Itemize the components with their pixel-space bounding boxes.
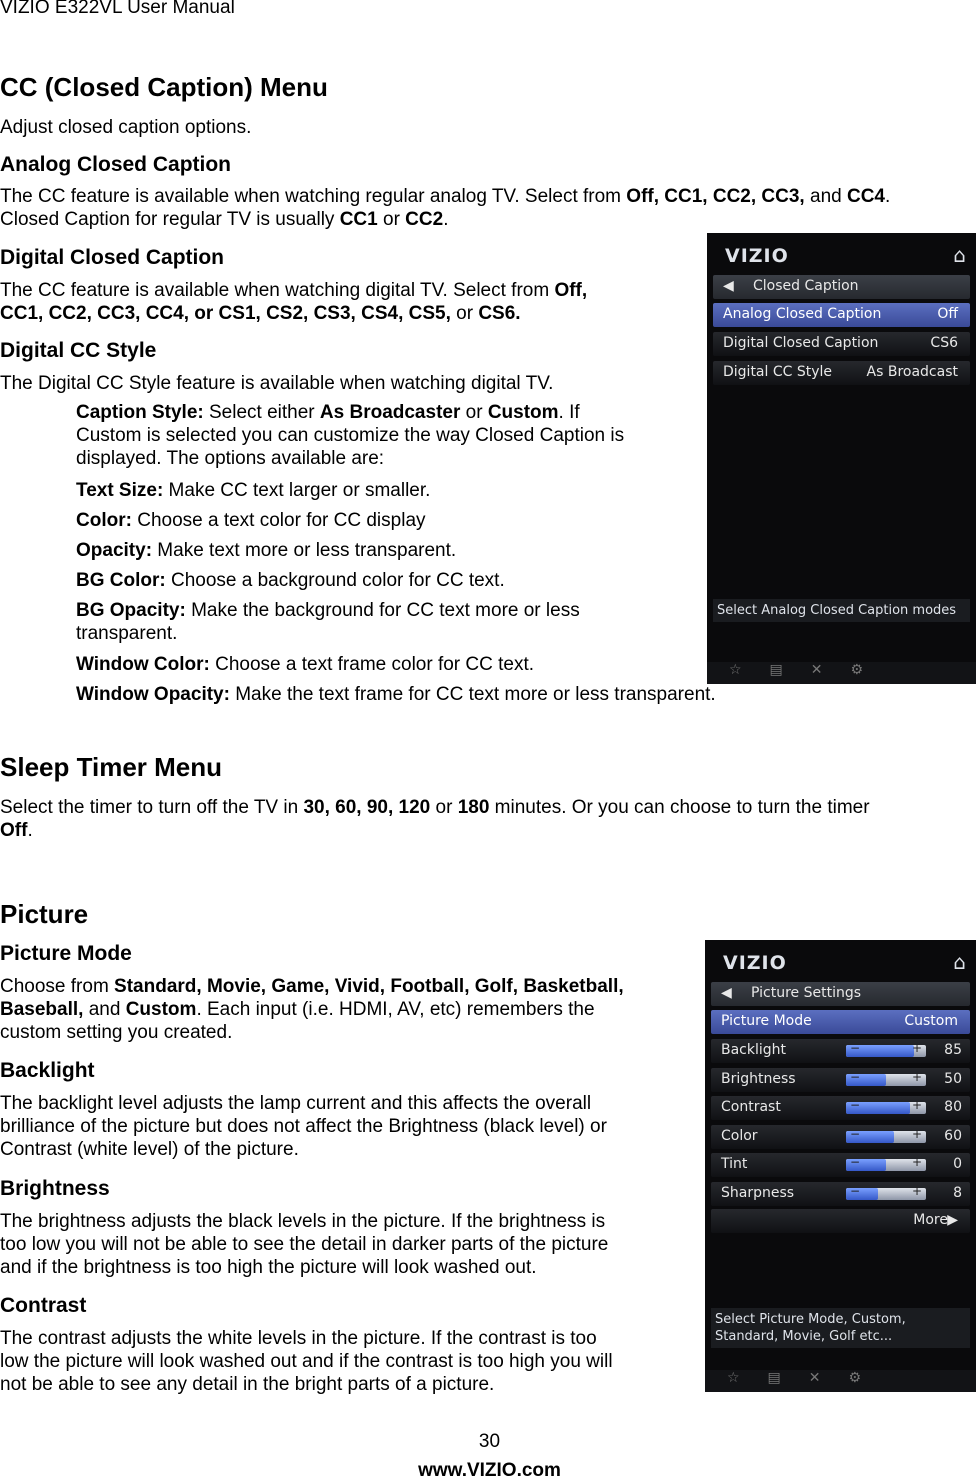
picture-settings-screenshot [705,940,976,1392]
text-size-item: Text Size: Make CC text larger or smaller. [76,480,431,501]
bg-color-item: BG Color: Choose a background color for CC text. [76,570,505,591]
menu-title: Picture Settings [751,985,862,1001]
backlight-paragraph: The backlight level adjusts the lamp current and this affects the overall brilliance of the picture but does not affect the Brightness (black level) or Contrast (white level) of the picture. [0,1093,607,1160]
slider-bar: − + [846,1045,926,1057]
menu-row-analog: Analog Closed Caption Off [713,303,970,327]
slider-value: 85 [944,1042,962,1058]
menu-row-slider [711,1068,970,1092]
menu-row-more: More ▶ [711,1209,970,1233]
digital-heading: Digital Closed Caption [0,246,225,269]
brightness-paragraph: The brightness adjusts the black levels in the picture. If the brightness is too low you will not be able to see the detail in darker parts of the picture and if the brightness is too high the picture will look washed out. [0,1211,609,1278]
analog-paragraph: The CC feature is available when watching regular analog TV. Select from Off, CC1, CC2, CC3, and CC4. Closed Caption for regular TV is usually CC1 or CC2. [0,186,891,230]
back-arrow-icon: ◀ [721,985,732,1001]
cc-intro: Adjust closed caption options. [0,117,252,138]
closed-caption-screenshot [707,233,976,684]
slider-value: 0 [953,1156,962,1172]
vizio-logo: VIZIO [723,952,787,974]
menu-row-slider [711,1039,970,1063]
window-opacity-item: Window Opacity: Make the text frame for CC text more or less transparent. [76,684,716,705]
slider-bar: − + [846,1074,926,1086]
vizio-logo: VIZIO [725,245,789,267]
slider-label: Brightness [721,1070,796,1087]
bg-opacity-item: BG Opacity: Make the background for CC text more or less transparent. [76,600,580,644]
menu-hint: Select Analog Closed Caption modes [713,599,970,622]
menu-row-slider [711,1096,970,1120]
window-color-item: Window Color: Choose a text frame color for CC text. [76,654,535,675]
menu-row-slider [711,1153,970,1177]
menu-row-slider [711,1125,970,1149]
slider-value: 50 [944,1070,962,1087]
back-arrow-icon: ◀ [723,278,734,294]
slider-bar: − + [846,1102,926,1114]
slider-bar: − + [846,1131,926,1143]
color-item: Color: Choose a text color for CC display [76,510,426,531]
caption-style-item: Caption Style: Select either As Broadcaster or Custom. If Custom is selected you can customize the way Closed Caption is displayed. The options available are: [76,402,625,469]
slider-label: Tint [721,1156,748,1172]
picture-mode-heading: Picture Mode [0,942,132,965]
home-icon: ⌂ [953,243,966,267]
website-url: www.VIZIO.com [418,1460,561,1481]
menu-title-bar [713,275,970,299]
analog-heading: Analog Closed Caption [0,153,231,176]
slider-label: Contrast [721,1099,781,1115]
contrast-heading: Contrast [0,1294,87,1317]
slider-value: 80 [944,1099,962,1115]
menu-row-style: Digital CC Style As Broadcast [713,361,970,385]
picture-title: Picture [0,899,89,929]
opacity-item: Opacity: Make text more or less transparent. [76,540,457,561]
menu-row-picture-mode: Picture Mode Custom [711,1010,970,1034]
sleep-title: Sleep Timer Menu [0,752,223,782]
menu-row-digital: Digital Closed Caption CS6 [713,332,970,356]
slider-value: 8 [953,1184,962,1201]
running-header: VIZIO E322VL User Manual [0,0,235,18]
remote-icons: ☆▤✕⚙ [707,662,976,684]
menu-hint: Select Picture Mode, Custom, Standard, Movie, Golf etc... [711,1308,970,1348]
backlight-heading: Backlight [0,1059,95,1082]
slider-bar: − + [846,1159,926,1171]
cc-title: CC (Closed Caption) Menu [0,72,328,102]
slider-label: Backlight [721,1042,787,1058]
menu-title-bar [711,982,970,1006]
picture-mode-paragraph: Choose from Standard, Movie, Game, Vivid, Football, Golf, Basketball, Baseball, and Custom. Each input (i.e. HDMI, AV, etc) remembers the custom setting you created. [0,976,624,1043]
sleep-paragraph: Select the timer to turn off the TV in 30, 60, 90, 120 or 180 minutes. Or you can choose to turn the timer Off. [0,797,870,841]
contrast-paragraph: The contrast adjusts the white levels in the picture. If the contrast is too low the picture will look washed out and if the contrast is too high you will not be able to see any detail in the bright parts of a picture. [0,1328,613,1395]
page-number: 30 [478,1431,501,1452]
home-icon: ⌂ [953,950,966,974]
remote-icons: ☆▤✕⚙ [705,1370,976,1392]
slider-value: 60 [944,1127,962,1144]
menu-title: Closed Caption [753,278,859,294]
slider-label: Sharpness [721,1184,795,1201]
slider-bar: − + [846,1188,926,1200]
slider-label: Color [721,1127,758,1144]
brightness-heading: Brightness [0,1177,110,1200]
menu-row-slider [711,1182,970,1206]
style-paragraph: The Digital CC Style feature is available when watching digital TV. [0,373,554,394]
digital-paragraph: The CC feature is available when watching digital TV. Select from Off, CC1, CC2, CC3, CC4, or CS1, CS2, CS3, CS4, CS5, or CS6. [0,280,588,324]
style-heading: Digital CC Style [0,339,157,362]
